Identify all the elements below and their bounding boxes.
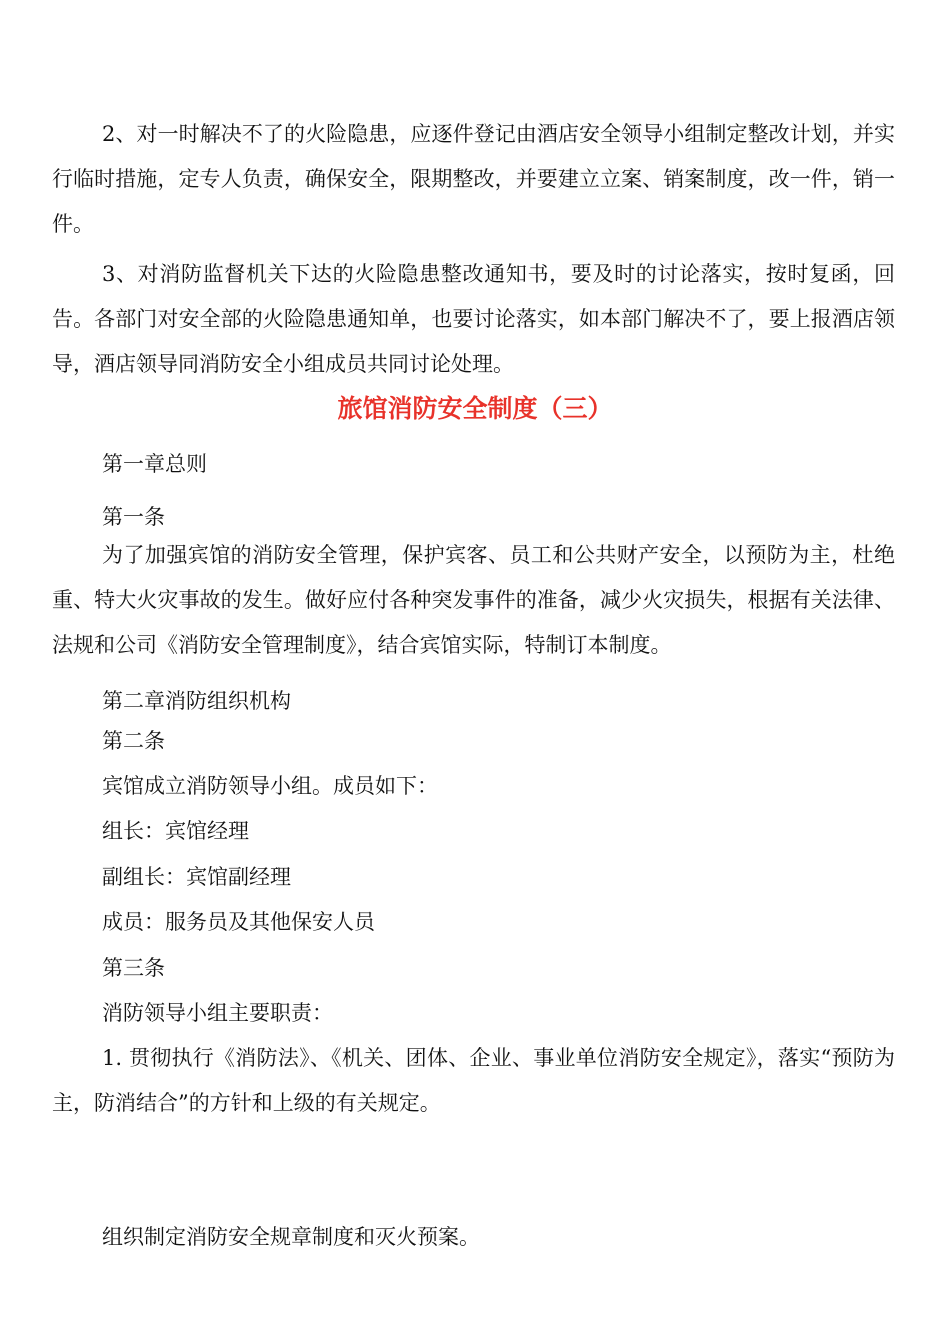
duties-heading: 消防领导小组主要职责： [102,1001,333,1025]
article-1-text: 为了加强宾馆的消防安全管理，保护宾客、员工和公共财产安全，以预防为主，杜绝重、特大火灾事故的发生。做好应付各种突发事件的准备，减少火灾损失，根据有关法律、法规和公司《消防安全管理制度》，结合宾馆实际，特制订本制度。 [52,543,895,657]
duty-item-2: 组织制定消防安全规章制度和灭火预案。 [102,1225,480,1249]
chapter-heading-1: 第一章总则 [102,452,207,476]
document-title: 旅馆消防安全制度（三） [337,394,613,423]
paragraph-item-2: 2、对一时解决不了的火险隐患，应逐件登记由酒店安全领导小组制定整改计划，并实行临时措施，定专人负责，确保安全，限期整改，并要建立立案、销案制度，改一件，销一件。 [52,122,895,236]
article-heading-3: 第三条 [102,956,165,980]
chapter-heading-2: 第二章消防组织机构 [102,689,291,713]
members-line: 成员：服务员及其他保安人员 [102,910,375,934]
paragraph-item-3: 3、对消防监督机关下达的火险隐患整改通知书，要及时的讨论落实，按时复函，回告。各部门对安全部的火险隐患通知单，也要讨论落实，如本部门解决不了，要上报酒店领导，酒店领导同消防安全小组成员共同讨论处理。 [52,262,895,376]
article-heading-2: 第二条 [102,729,165,753]
deputy-leader-line: 副组长：宾馆副经理 [102,865,291,889]
leader-line: 组长：宾馆经理 [102,819,249,843]
article-heading-1: 第一条 [102,505,165,529]
duty-item-1: 1. 贯彻执行《消防法》、《机关、团体、企业、事业单位消防安全规定》，落实“预防为主，防消结合”的方针和上级的有关规定。 [52,1046,895,1115]
article-2-text: 宾馆成立消防领导小组。成员如下： [102,774,438,798]
